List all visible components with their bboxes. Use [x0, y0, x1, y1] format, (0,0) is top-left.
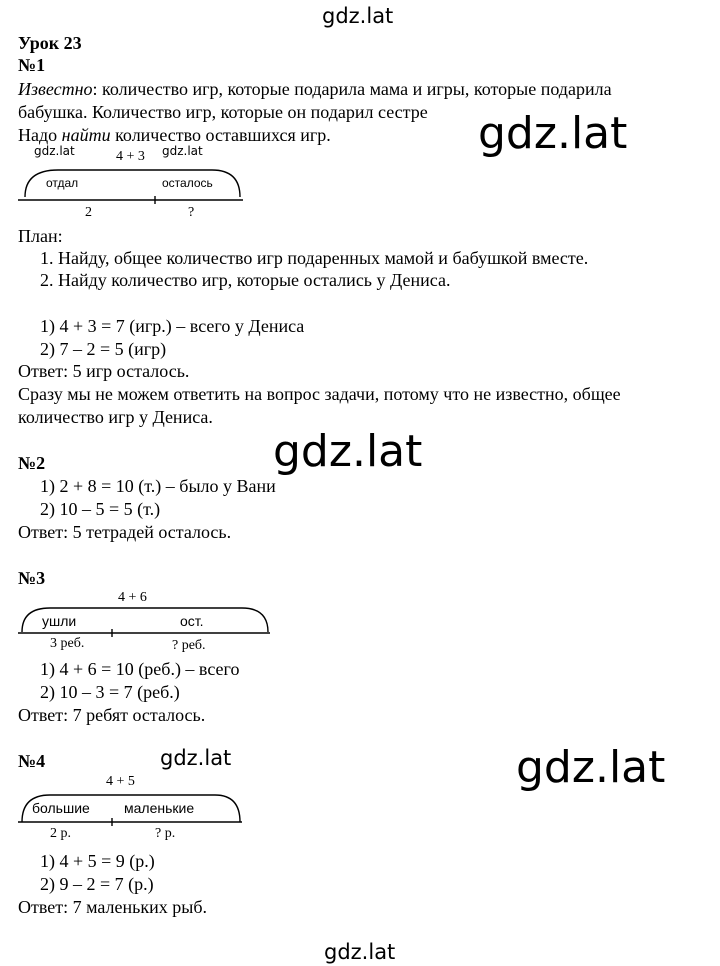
- diagram4-right-label: маленькие: [124, 800, 195, 816]
- diagram4-left-label: большие: [32, 800, 90, 816]
- diagram1-watermark-left: gdz.lat: [34, 144, 75, 158]
- watermark-large-2: gdz.lat: [273, 426, 423, 477]
- ex2-answer: Ответ: 5 тетрадей осталось.: [18, 522, 232, 542]
- ex1-find-word: найти: [61, 125, 111, 145]
- ex4-step-2: 2) 9 – 2 = 7 (р.): [40, 874, 154, 894]
- diagram3-bottom-right: ? реб.: [172, 638, 206, 653]
- ex1-note-line2: количество игр у Дениса.: [18, 407, 213, 427]
- watermark-large-3: gdz.lat: [516, 742, 666, 793]
- ex1-answer: Ответ: 5 игр осталось.: [18, 361, 190, 381]
- ex1-find-pre: Надо: [18, 125, 62, 145]
- watermark-bottom: gdz.lat: [324, 940, 396, 964]
- ex3-number: №3: [18, 568, 46, 588]
- ex4-step-1: 1) 4 + 5 = 9 (р.): [40, 851, 155, 871]
- ex1-plan-item-2: 2. Найду количество игр, которые остались у Дениса.: [40, 270, 451, 290]
- watermark-top: gdz.lat: [322, 4, 394, 28]
- diagram4-bottom-left: 2 р.: [50, 826, 71, 841]
- diagram3-bottom-left: 3 реб.: [50, 636, 85, 651]
- diagram3-left-label: ушли: [42, 613, 77, 629]
- ex2-step-2: 2) 10 – 5 = 5 (т.): [40, 499, 161, 519]
- ex4-number: №4: [18, 751, 46, 771]
- ex1-plan-label: План:: [18, 226, 63, 246]
- diagram3-right-label: ост.: [180, 613, 204, 629]
- diagram1-bottom-left: 2: [85, 205, 92, 220]
- diagram4-bottom-right: ? р.: [155, 826, 176, 841]
- ex2-number: №2: [18, 453, 46, 473]
- ex1-step-2: 2) 7 – 2 = 5 (игр): [40, 339, 167, 359]
- ex1-plan-item-1: 1. Найду, общее количество игр подаренных мамой и бабушкой вместе.: [40, 248, 589, 268]
- diagram1-watermark-right: gdz.lat: [162, 144, 203, 158]
- ex1-given-word: Известно: [18, 79, 93, 99]
- ex1-given-text: : количество игр, которые подарила мама и игры, которые подарила: [92, 79, 612, 99]
- diagram3-top-label: 4 + 6: [118, 590, 147, 605]
- ex1-find-post: количество оставшихся игр.: [110, 125, 331, 145]
- ex4-answer: Ответ: 7 маленьких рыб.: [18, 897, 207, 917]
- diagram1-right-label: осталось: [162, 176, 213, 190]
- ex1-note-line1: Сразу мы не можем ответить на вопрос задачи, потому что не известно, общее: [18, 384, 621, 404]
- ex1-given-line2: бабушка. Количество игр, которые он подарил сестре: [18, 102, 428, 122]
- watermark-large-1: gdz.lat: [478, 108, 628, 159]
- diagram1-left-label: отдал: [46, 176, 79, 190]
- ex2-step-1: 1) 2 + 8 = 10 (т.) – было у Вани: [40, 476, 276, 496]
- diagram1-top-label: 4 + 3: [116, 149, 145, 164]
- ex3-step-2: 2) 10 – 3 = 7 (реб.): [40, 682, 180, 702]
- ex3-answer: Ответ: 7 ребят осталось.: [18, 705, 206, 725]
- ex3-step-1: 1) 4 + 6 = 10 (реб.) – всего: [40, 659, 240, 679]
- lesson-title: Урок 23: [18, 33, 82, 53]
- diagram4-top-label: 4 + 5: [106, 774, 135, 789]
- ex1-number: №1: [18, 55, 46, 75]
- diagram1-bottom-right: ?: [188, 205, 195, 220]
- watermark-mid: gdz.lat: [160, 746, 232, 770]
- ex1-step-1: 1) 4 + 3 = 7 (игр.) – всего у Дениса: [40, 316, 305, 336]
